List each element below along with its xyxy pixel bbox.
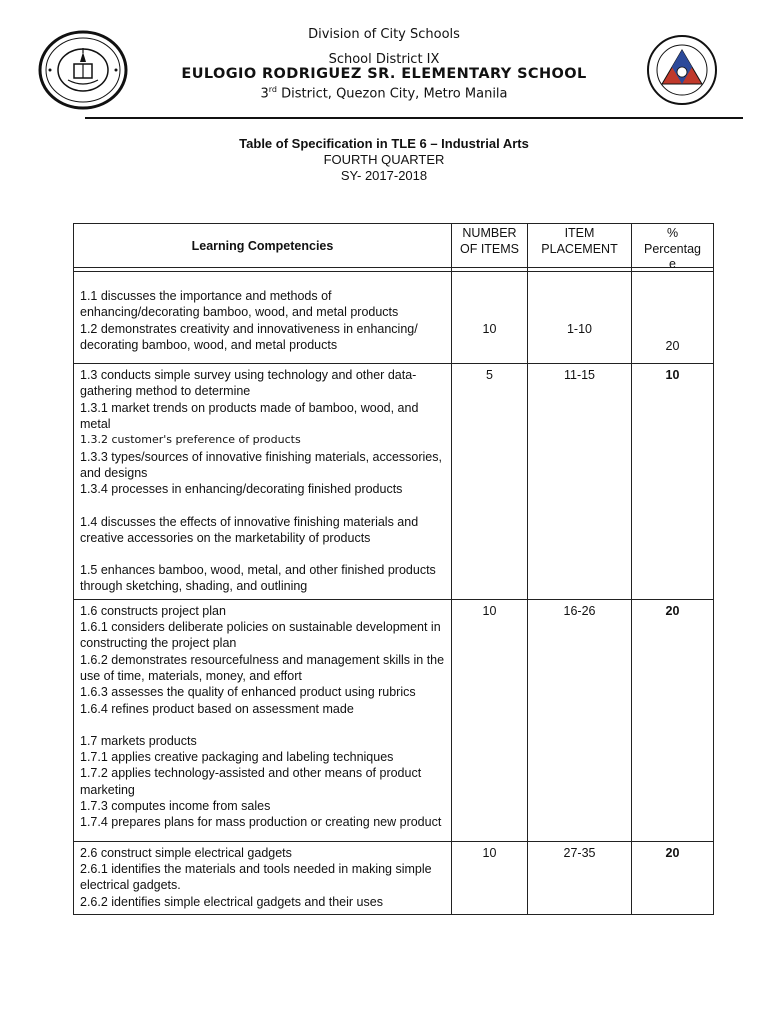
quarter-label: FOURTH QUARTER	[323, 152, 445, 167]
number-of-items-cell: 10	[452, 599, 528, 841]
competencies-cell: 1.3 conducts simple survey using technology and other data-gathering method to determine 1.3.1 market trends on products made of bamboo, wood, and metal 1.3.2 customer's preference of products 1.3.3 types/sources of innovative finishing materials, accessories, and designs 1.3.4 processes in enhancing/decorating finished products 1.4 discusses the effects of innovative finishing materials and creative accessories on the marketability of products 1.5 enhances bamboo, wood, metal, and other finished products through sketching, shading, and outlining	[74, 364, 452, 600]
item-placement-cell: 1-10	[528, 272, 632, 364]
table-row	[74, 841, 714, 914]
percentage-cell: 10	[632, 364, 714, 600]
school-address: 3rd District, Quezon City, Metro Manila	[260, 85, 508, 102]
document-title: Table of Specification in TLE 6 – Industrial Arts	[239, 136, 529, 151]
item-placement-cell: 11-15	[528, 364, 632, 600]
header-rule	[85, 117, 743, 119]
number-of-items-cell: 5	[452, 364, 528, 600]
item-placement-cell: 27-35	[528, 841, 632, 914]
table-row	[74, 599, 714, 841]
competencies-cell: 1.1 discusses the importance and methods of enhancing/decorating bamboo, wood, and metal products 1.2 demonstrates creativity and innovativeness in enhancing/ decorating bamboo, wood, and metal products	[74, 272, 452, 364]
competencies-cell: 1.6 constructs project plan 1.6.1 considers deliberate policies on sustainable development in constructing the project plan 1.6.2 demonstrates resourcefulness and management skills in the use of time, materials, money, and effort 1.6.3 assesses the quality of enhanced product using rubrics 1.6.4 refines product based on assessment made 1.7 markets products 1.7.1 applies creative packaging and labeling techniques 1.7.2 applies technology-assisted and other means of product marketing 1.7.3 computes income from sales 1.7.4 prepares plans for mass production or creating new product	[74, 599, 452, 841]
specification-table	[73, 223, 714, 915]
header-number-of-items: NUMBER OF ITEMS	[452, 224, 528, 268]
division-seal-icon	[646, 34, 718, 106]
competencies-cell: 2.6 construct simple electrical gadgets 2.6.1 identifies the materials and tools needed in making simple electrical gadgets. 2.6.2 identifies simple electrical gadgets and their uses	[74, 841, 452, 914]
header-percentage: % Percentag e	[632, 224, 714, 268]
table-row	[74, 272, 714, 364]
school-year-label: SY- 2017-2018	[340, 168, 428, 183]
division-name: Division of City Schools	[308, 27, 460, 42]
header-item-placement: ITEM PLACEMENT	[528, 224, 632, 268]
number-of-items-cell: 10	[452, 841, 528, 914]
percentage-cell: 20	[632, 272, 714, 364]
district-name: School District IX	[328, 52, 440, 67]
letterhead	[0, 0, 768, 120]
table-header-row	[74, 224, 714, 268]
table-row	[74, 364, 714, 600]
percentage-cell: 20	[632, 841, 714, 914]
header-learning-competencies: Learning Competencies	[74, 224, 452, 268]
item-placement-cell: 16-26	[528, 599, 632, 841]
number-of-items-cell: 10	[452, 272, 528, 364]
percentage-cell: 20	[632, 599, 714, 841]
school-name: EULOGIO RODRIGUEZ SR. ELEMENTARY SCHOOL	[181, 66, 587, 82]
